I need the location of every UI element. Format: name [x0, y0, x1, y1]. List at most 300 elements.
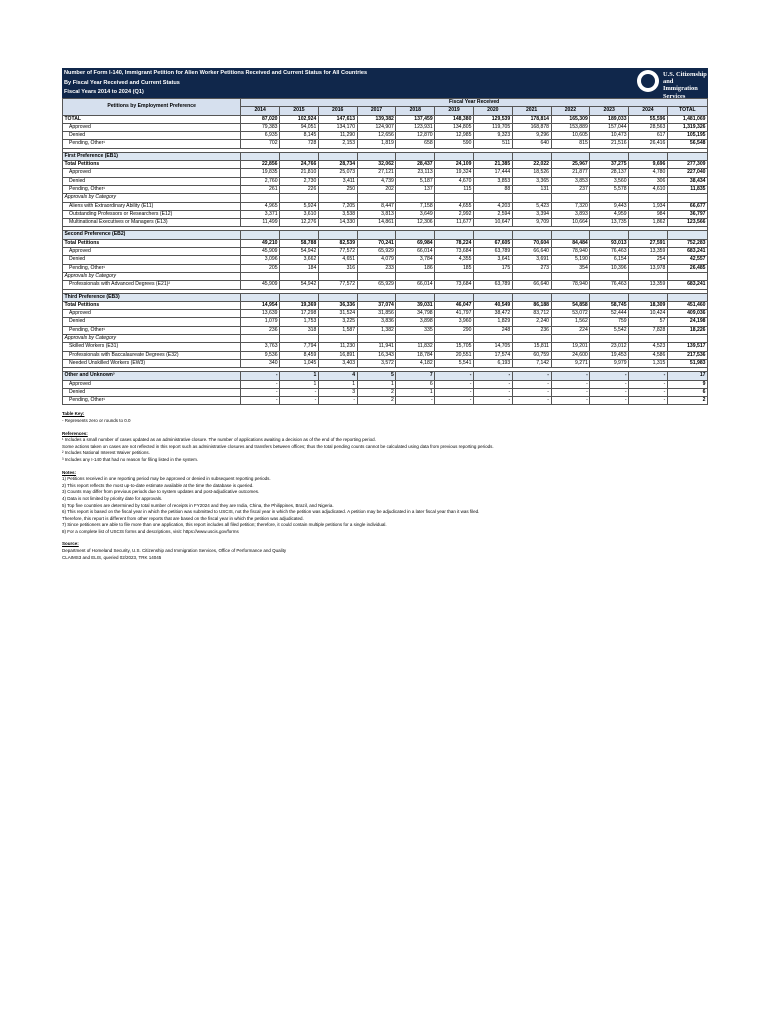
table-cell: 19,369 — [280, 301, 319, 309]
table-cell: 4,959 — [590, 210, 629, 218]
table-cell: 5,190 — [551, 256, 590, 264]
table-cell: 4,182 — [396, 359, 435, 367]
table-cell — [473, 335, 512, 343]
table-cell: 236 — [512, 326, 551, 334]
report-period: Fiscal Years 2014 to 2024 (Q1) — [64, 89, 144, 96]
row-total-cell: 2 — [667, 397, 707, 405]
table-cell: 32,062 — [357, 161, 396, 169]
table-cell: 28,437 — [396, 161, 435, 169]
table-cell: 178,814 — [512, 115, 551, 123]
table-cell: 165,309 — [551, 115, 590, 123]
table-cell: 3,538 — [318, 210, 357, 218]
source-line: Department of Homeland Security, U.S. Citizenship and Immigration Services, Office of Performance and Quality — [62, 548, 287, 554]
table-cell: 168,878 — [512, 123, 551, 131]
table-cell — [590, 194, 629, 202]
table-row — [63, 132, 708, 140]
table-cell: 28,563 — [629, 123, 668, 131]
table-cell: 250 — [318, 185, 357, 193]
table-cell: - — [473, 397, 512, 405]
row-total-cell: 17 — [667, 372, 707, 380]
table-cell — [551, 194, 590, 202]
table-cell — [318, 152, 357, 160]
table-cell: 137 — [396, 185, 435, 193]
row-label: Denied — [63, 256, 241, 264]
row-label: Professionals with Baccalaureate Degrees (E32) — [63, 351, 241, 359]
table-cell: 3,365 — [512, 177, 551, 185]
table-cell — [435, 293, 474, 301]
table-cell: 4,523 — [629, 343, 668, 351]
row-total-cell: 26,485 — [667, 264, 707, 272]
row-label: Approved — [63, 169, 241, 177]
table-cell: 20,551 — [435, 351, 474, 359]
table-cell: 1,862 — [629, 219, 668, 227]
row-label: Pending, Other¹ — [63, 264, 241, 272]
table-cell — [280, 194, 319, 202]
table-cell: 1,315 — [629, 359, 668, 367]
table-cell: 147,613 — [318, 115, 357, 123]
table-cell: - — [629, 380, 668, 388]
table-cell: 5,541 — [435, 359, 474, 367]
table-cell: 3,893 — [551, 210, 590, 218]
table-cell: 9,696 — [629, 161, 668, 169]
table-cell: 7,158 — [396, 202, 435, 210]
table-cell — [318, 293, 357, 301]
table-cell: 27,121 — [357, 169, 396, 177]
notes-line: 1) Petitions received in one reporting period may be approved or denied in subsequent reporting periods. — [62, 476, 271, 482]
table-cell: 1,587 — [318, 326, 357, 334]
table-cell: 17,298 — [280, 310, 319, 318]
table-cell: 189,033 — [590, 115, 629, 123]
table-cell: 4,780 — [629, 169, 668, 177]
table-cell: 1,079 — [241, 318, 280, 326]
table-row — [63, 210, 708, 218]
table-cell: 66,014 — [396, 281, 435, 289]
table-cell: 590 — [435, 140, 474, 148]
table-row — [63, 388, 708, 396]
table-cell: - — [512, 372, 551, 380]
table-cell: 15,705 — [435, 343, 474, 351]
petitions-table — [62, 98, 708, 405]
table-cell: 8,145 — [280, 132, 319, 140]
notes-line: 3) Counts may differ from previous periods due to system updates and post-adjudicative outcomes. — [62, 489, 260, 495]
table-row — [63, 335, 708, 343]
table-cell — [318, 231, 357, 239]
table-cell: 58,745 — [590, 301, 629, 309]
table-cell: - — [590, 397, 629, 405]
report-title: Number of Form I-140, Immigrant Petition for Alien Worker Petitions Received and Current Status for All Countries — [64, 70, 368, 76]
table-cell: 54,942 — [280, 248, 319, 256]
row-label: Denied — [63, 177, 241, 185]
table-cell: - — [551, 397, 590, 405]
row-label: Approved — [63, 380, 241, 388]
table-cell: 27,591 — [629, 239, 668, 247]
table-cell: 11,832 — [396, 343, 435, 351]
table-cell — [590, 152, 629, 160]
table-cell: - — [590, 388, 629, 396]
table-cell: 23,012 — [590, 343, 629, 351]
table-cell: 7 — [396, 372, 435, 380]
table-cell: 226 — [280, 185, 319, 193]
table-cell: 5,423 — [512, 202, 551, 210]
row-label: Skilled Workers (E31) — [63, 343, 241, 351]
row-label: Approvals by Category — [63, 194, 241, 202]
table-cell: 1,829 — [473, 318, 512, 326]
table-cell — [318, 194, 357, 202]
table-row — [63, 318, 708, 326]
row-total-cell: 139,517 — [667, 343, 707, 351]
table-cell: - — [590, 380, 629, 388]
table-cell: 13,359 — [629, 248, 668, 256]
table-cell — [396, 231, 435, 239]
table-cell: 24,600 — [551, 351, 590, 359]
references-line: ³ Includes any I-140 that had no reason for filing listed in the system. — [62, 456, 199, 462]
table-cell: 22,022 — [512, 161, 551, 169]
notes-line: 4) Data is not limited by priority date for approvals. — [62, 495, 163, 501]
table-cell: 37,275 — [590, 161, 629, 169]
table-cell: - — [280, 388, 319, 396]
table-cell: - — [473, 372, 512, 380]
fiscal-year-header: Fiscal Year Received — [241, 99, 708, 107]
table-cell: 15,811 — [512, 343, 551, 351]
table-cell — [357, 272, 396, 280]
table-cell: 134,170 — [318, 123, 357, 131]
row-label: Denied — [63, 318, 241, 326]
table-cell: 236 — [241, 326, 280, 334]
table-cell: 3,662 — [280, 256, 319, 264]
row-label: Approved — [63, 248, 241, 256]
year-header: 2017 — [357, 107, 396, 115]
notes-section — [62, 411, 708, 561]
row-total-cell: 1,319,326 — [667, 123, 707, 131]
row-label: First Preference (EB1) — [63, 152, 241, 160]
table-cell — [357, 231, 396, 239]
table-cell: 640 — [512, 140, 551, 148]
row-label: Total Petitions — [63, 161, 241, 169]
table-row — [63, 281, 708, 289]
table-cell: 658 — [396, 140, 435, 148]
table-key-line: - Represents zero or rounds to 0.0 — [62, 417, 131, 423]
table-cell: 306 — [629, 177, 668, 185]
table-cell: 10,605 — [551, 132, 590, 140]
table-row — [63, 380, 708, 388]
table-cell: 39,031 — [396, 301, 435, 309]
table-cell: 2,760 — [241, 177, 280, 185]
table-row — [63, 248, 708, 256]
table-cell: 57 — [629, 318, 668, 326]
row-total-cell: 277,309 — [667, 161, 707, 169]
table-row — [63, 239, 708, 247]
table-cell: 93,013 — [590, 239, 629, 247]
table-cell: 1 — [357, 380, 396, 388]
table-cell: 3,853 — [551, 177, 590, 185]
table-cell: 2,153 — [318, 140, 357, 148]
table-cell: 186 — [396, 264, 435, 272]
table-cell: 78,940 — [551, 248, 590, 256]
table-cell — [241, 194, 280, 202]
row-total-cell: 6 — [667, 388, 707, 396]
table-cell: - — [241, 372, 280, 380]
table-cell — [241, 272, 280, 280]
table-cell: 702 — [241, 140, 280, 148]
table-cell — [512, 272, 551, 280]
table-cell — [396, 272, 435, 280]
year-header: 2019 — [435, 107, 474, 115]
table-cell: 10,647 — [473, 219, 512, 227]
row-label: Pending, Other¹ — [63, 185, 241, 193]
table-cell: 17,574 — [473, 351, 512, 359]
table-cell: - — [473, 380, 512, 388]
table-cell: 65,929 — [357, 248, 396, 256]
table-cell: 185 — [435, 264, 474, 272]
table-cell: 12,985 — [435, 132, 474, 140]
row-label: Second Preference (EB2) — [63, 231, 241, 239]
table-cell: 3,836 — [357, 318, 396, 326]
table-cell: 1,819 — [357, 140, 396, 148]
row-total-cell: 683,241 — [667, 281, 707, 289]
table-cell — [280, 152, 319, 160]
table-row — [63, 272, 708, 280]
row-label: Professionals with Advanced Degrees (E21)² — [63, 281, 241, 289]
notes-line: 5) Top five countries are determined by total number of receipts in FY2024 and they are India, China, the Philippines, Brazil, and Nigeria. — [62, 502, 334, 508]
table-cell: 66,014 — [396, 248, 435, 256]
row-label: Outstanding Professors or Researchers (E12) — [63, 210, 241, 218]
table-cell: 88 — [473, 185, 512, 193]
table-cell: 21,877 — [551, 169, 590, 177]
row-label: Approvals by Category — [63, 272, 241, 280]
table-cell: 2,594 — [473, 210, 512, 218]
table-cell: 4,655 — [435, 202, 474, 210]
table-cell: 4,203 — [473, 202, 512, 210]
report-page — [62, 68, 708, 561]
table-cell: 4,079 — [357, 256, 396, 264]
section-header-row — [63, 372, 708, 380]
table-cell — [590, 231, 629, 239]
table-cell: 119,705 — [473, 123, 512, 131]
table-cell — [280, 231, 319, 239]
table-cell: 9,443 — [590, 202, 629, 210]
table-cell: 13,978 — [629, 264, 668, 272]
table-cell: 10,664 — [551, 219, 590, 227]
table-cell: 3,096 — [241, 256, 280, 264]
table-cell: 6,193 — [473, 359, 512, 367]
table-cell — [318, 335, 357, 343]
table-cell — [396, 152, 435, 160]
table-cell: 84,484 — [551, 239, 590, 247]
table-cell: 4 — [318, 372, 357, 380]
table-cell: - — [280, 397, 319, 405]
table-cell — [590, 293, 629, 301]
year-header: 2022 — [551, 107, 590, 115]
table-cell: 17,444 — [473, 169, 512, 177]
table-cell: 3,649 — [396, 210, 435, 218]
table-row — [63, 359, 708, 367]
table-cell: 19,835 — [241, 169, 280, 177]
table-cell: 237 — [551, 185, 590, 193]
table-cell: 316 — [318, 264, 357, 272]
table-cell: 3,784 — [396, 256, 435, 264]
table-cell: 175 — [473, 264, 512, 272]
table-cell: 25,073 — [318, 169, 357, 177]
row-label: Approved — [63, 123, 241, 131]
table-cell: 14,954 — [241, 301, 280, 309]
table-cell: 157,044 — [590, 123, 629, 131]
table-cell: - — [512, 397, 551, 405]
row-total-cell — [667, 231, 707, 239]
table-cell — [629, 272, 668, 280]
table-row — [63, 194, 708, 202]
table-cell: - — [590, 372, 629, 380]
table-cell: 7,205 — [318, 202, 357, 210]
table-cell: - — [629, 397, 668, 405]
row-total-cell: 1,481,069 — [667, 115, 707, 123]
table-cell: 1,753 — [280, 318, 319, 326]
table-cell: 6,935 — [241, 132, 280, 140]
report-subtitle: By Fiscal Year Received and Current Status — [64, 79, 180, 86]
report-banner — [62, 68, 708, 98]
table-cell: 12,870 — [396, 132, 435, 140]
table-cell: 5 — [357, 372, 396, 380]
table-cell: 2,992 — [435, 210, 474, 218]
table-cell: 9,709 — [512, 219, 551, 227]
table-cell: 77,572 — [318, 281, 357, 289]
table-cell: 4,355 — [435, 256, 474, 264]
table-row — [63, 397, 708, 405]
table-cell: 115 — [435, 185, 474, 193]
table-cell: 18,526 — [512, 169, 551, 177]
table-cell: 58,788 — [280, 239, 319, 247]
table-cell: 4,739 — [357, 177, 396, 185]
table-cell: 53,072 — [551, 310, 590, 318]
table-cell — [473, 152, 512, 160]
table-cell — [357, 194, 396, 202]
table-cell — [435, 231, 474, 239]
table-cell — [473, 194, 512, 202]
table-cell: 4,965 — [241, 202, 280, 210]
section-header-row — [63, 293, 708, 301]
table-cell: 28,734 — [318, 161, 357, 169]
table-cell: 1,562 — [551, 318, 590, 326]
table-cell: 205 — [241, 264, 280, 272]
table-cell: 40,549 — [473, 301, 512, 309]
table-cell: 24,766 — [280, 161, 319, 169]
table-cell: 184 — [280, 264, 319, 272]
table-cell: 9,536 — [241, 351, 280, 359]
table-cell — [629, 335, 668, 343]
table-row — [63, 185, 708, 193]
row-total-cell — [667, 272, 707, 280]
table-cell — [396, 293, 435, 301]
table-cell: 45,909 — [241, 248, 280, 256]
table-cell: 14,861 — [357, 219, 396, 227]
table-cell: 1,934 — [629, 202, 668, 210]
table-cell: 21,516 — [590, 140, 629, 148]
table-cell: 984 — [629, 210, 668, 218]
table-cell: 10,396 — [590, 264, 629, 272]
table-cell: 60,759 — [512, 351, 551, 359]
table-cell: 54,858 — [551, 301, 590, 309]
table-cell: 1,382 — [357, 326, 396, 334]
table-cell: 78,940 — [551, 281, 590, 289]
row-label: Total Petitions — [63, 301, 241, 309]
row-label: Needed Unskilled Workers (EW3) — [63, 359, 241, 367]
row-label: Approved — [63, 310, 241, 318]
table-cell: 76,463 — [590, 281, 629, 289]
table-row — [63, 115, 708, 123]
table-cell: 6,154 — [590, 256, 629, 264]
table-cell: 12,306 — [396, 219, 435, 227]
row-total-cell — [667, 335, 707, 343]
table-key-heading: Table Key: — [62, 411, 85, 417]
table-cell: 26,416 — [629, 140, 668, 148]
table-cell — [357, 152, 396, 160]
table-cell: - — [241, 397, 280, 405]
table-cell: - — [435, 388, 474, 396]
table-cell — [435, 194, 474, 202]
table-cell: 77,572 — [318, 248, 357, 256]
table-cell: 134,805 — [435, 123, 474, 131]
source-line: CLAIMS3 and ELIS, queried 02/2023, TRK 14045 — [62, 554, 162, 560]
table-cell: 4,586 — [629, 351, 668, 359]
table-cell: 3,813 — [357, 210, 396, 218]
table-cell: 7,828 — [629, 326, 668, 334]
table-cell: 254 — [629, 256, 668, 264]
table-cell: 335 — [396, 326, 435, 334]
table-cell — [473, 231, 512, 239]
table-cell — [435, 272, 474, 280]
year-header: 2014 — [241, 107, 280, 115]
table-cell: 78,224 — [435, 239, 474, 247]
table-cell — [629, 194, 668, 202]
table-cell: 63,789 — [473, 248, 512, 256]
row-label: Pending, Other¹ — [63, 397, 241, 405]
row-label: Total Petitions — [63, 239, 241, 247]
row-total-cell: 409,036 — [667, 310, 707, 318]
table-cell — [551, 231, 590, 239]
table-cell: 1 — [318, 380, 357, 388]
table-cell: - — [435, 380, 474, 388]
table-cell: 137,459 — [396, 115, 435, 123]
table-cell: 1,045 — [280, 359, 319, 367]
table-cell — [396, 194, 435, 202]
table-cell: 13,359 — [629, 281, 668, 289]
table-cell: 66,640 — [512, 248, 551, 256]
table-cell: 23,113 — [396, 169, 435, 177]
year-header: 2016 — [318, 107, 357, 115]
table-cell: 5,542 — [590, 326, 629, 334]
row-label: Pending, Other¹ — [63, 326, 241, 334]
row-total-cell: 51,983 — [667, 359, 707, 367]
table-cell: 12,656 — [357, 132, 396, 140]
row-total-cell — [667, 194, 707, 202]
row-total-cell: 451,460 — [667, 301, 707, 309]
table-cell — [512, 152, 551, 160]
row-total-cell: 66,677 — [667, 202, 707, 210]
row-total-cell: 11,835 — [667, 185, 707, 193]
table-cell: 354 — [551, 264, 590, 272]
table-cell: 11,941 — [357, 343, 396, 351]
references-line: ¹ Includes a small number of cases updated as an administrative closure. The number of applications awaiting a decision as of the end of the reporting period. — [62, 437, 376, 443]
table-cell: - — [551, 388, 590, 396]
table-cell — [357, 335, 396, 343]
section-header-row — [63, 231, 708, 239]
table-cell: 5,187 — [396, 177, 435, 185]
table-cell — [435, 152, 474, 160]
table-row — [63, 301, 708, 309]
table-cell: - — [473, 388, 512, 396]
table-cell: 102,924 — [280, 115, 319, 123]
row-total-cell: 227,040 — [667, 169, 707, 177]
year-header: 2024 — [629, 107, 668, 115]
